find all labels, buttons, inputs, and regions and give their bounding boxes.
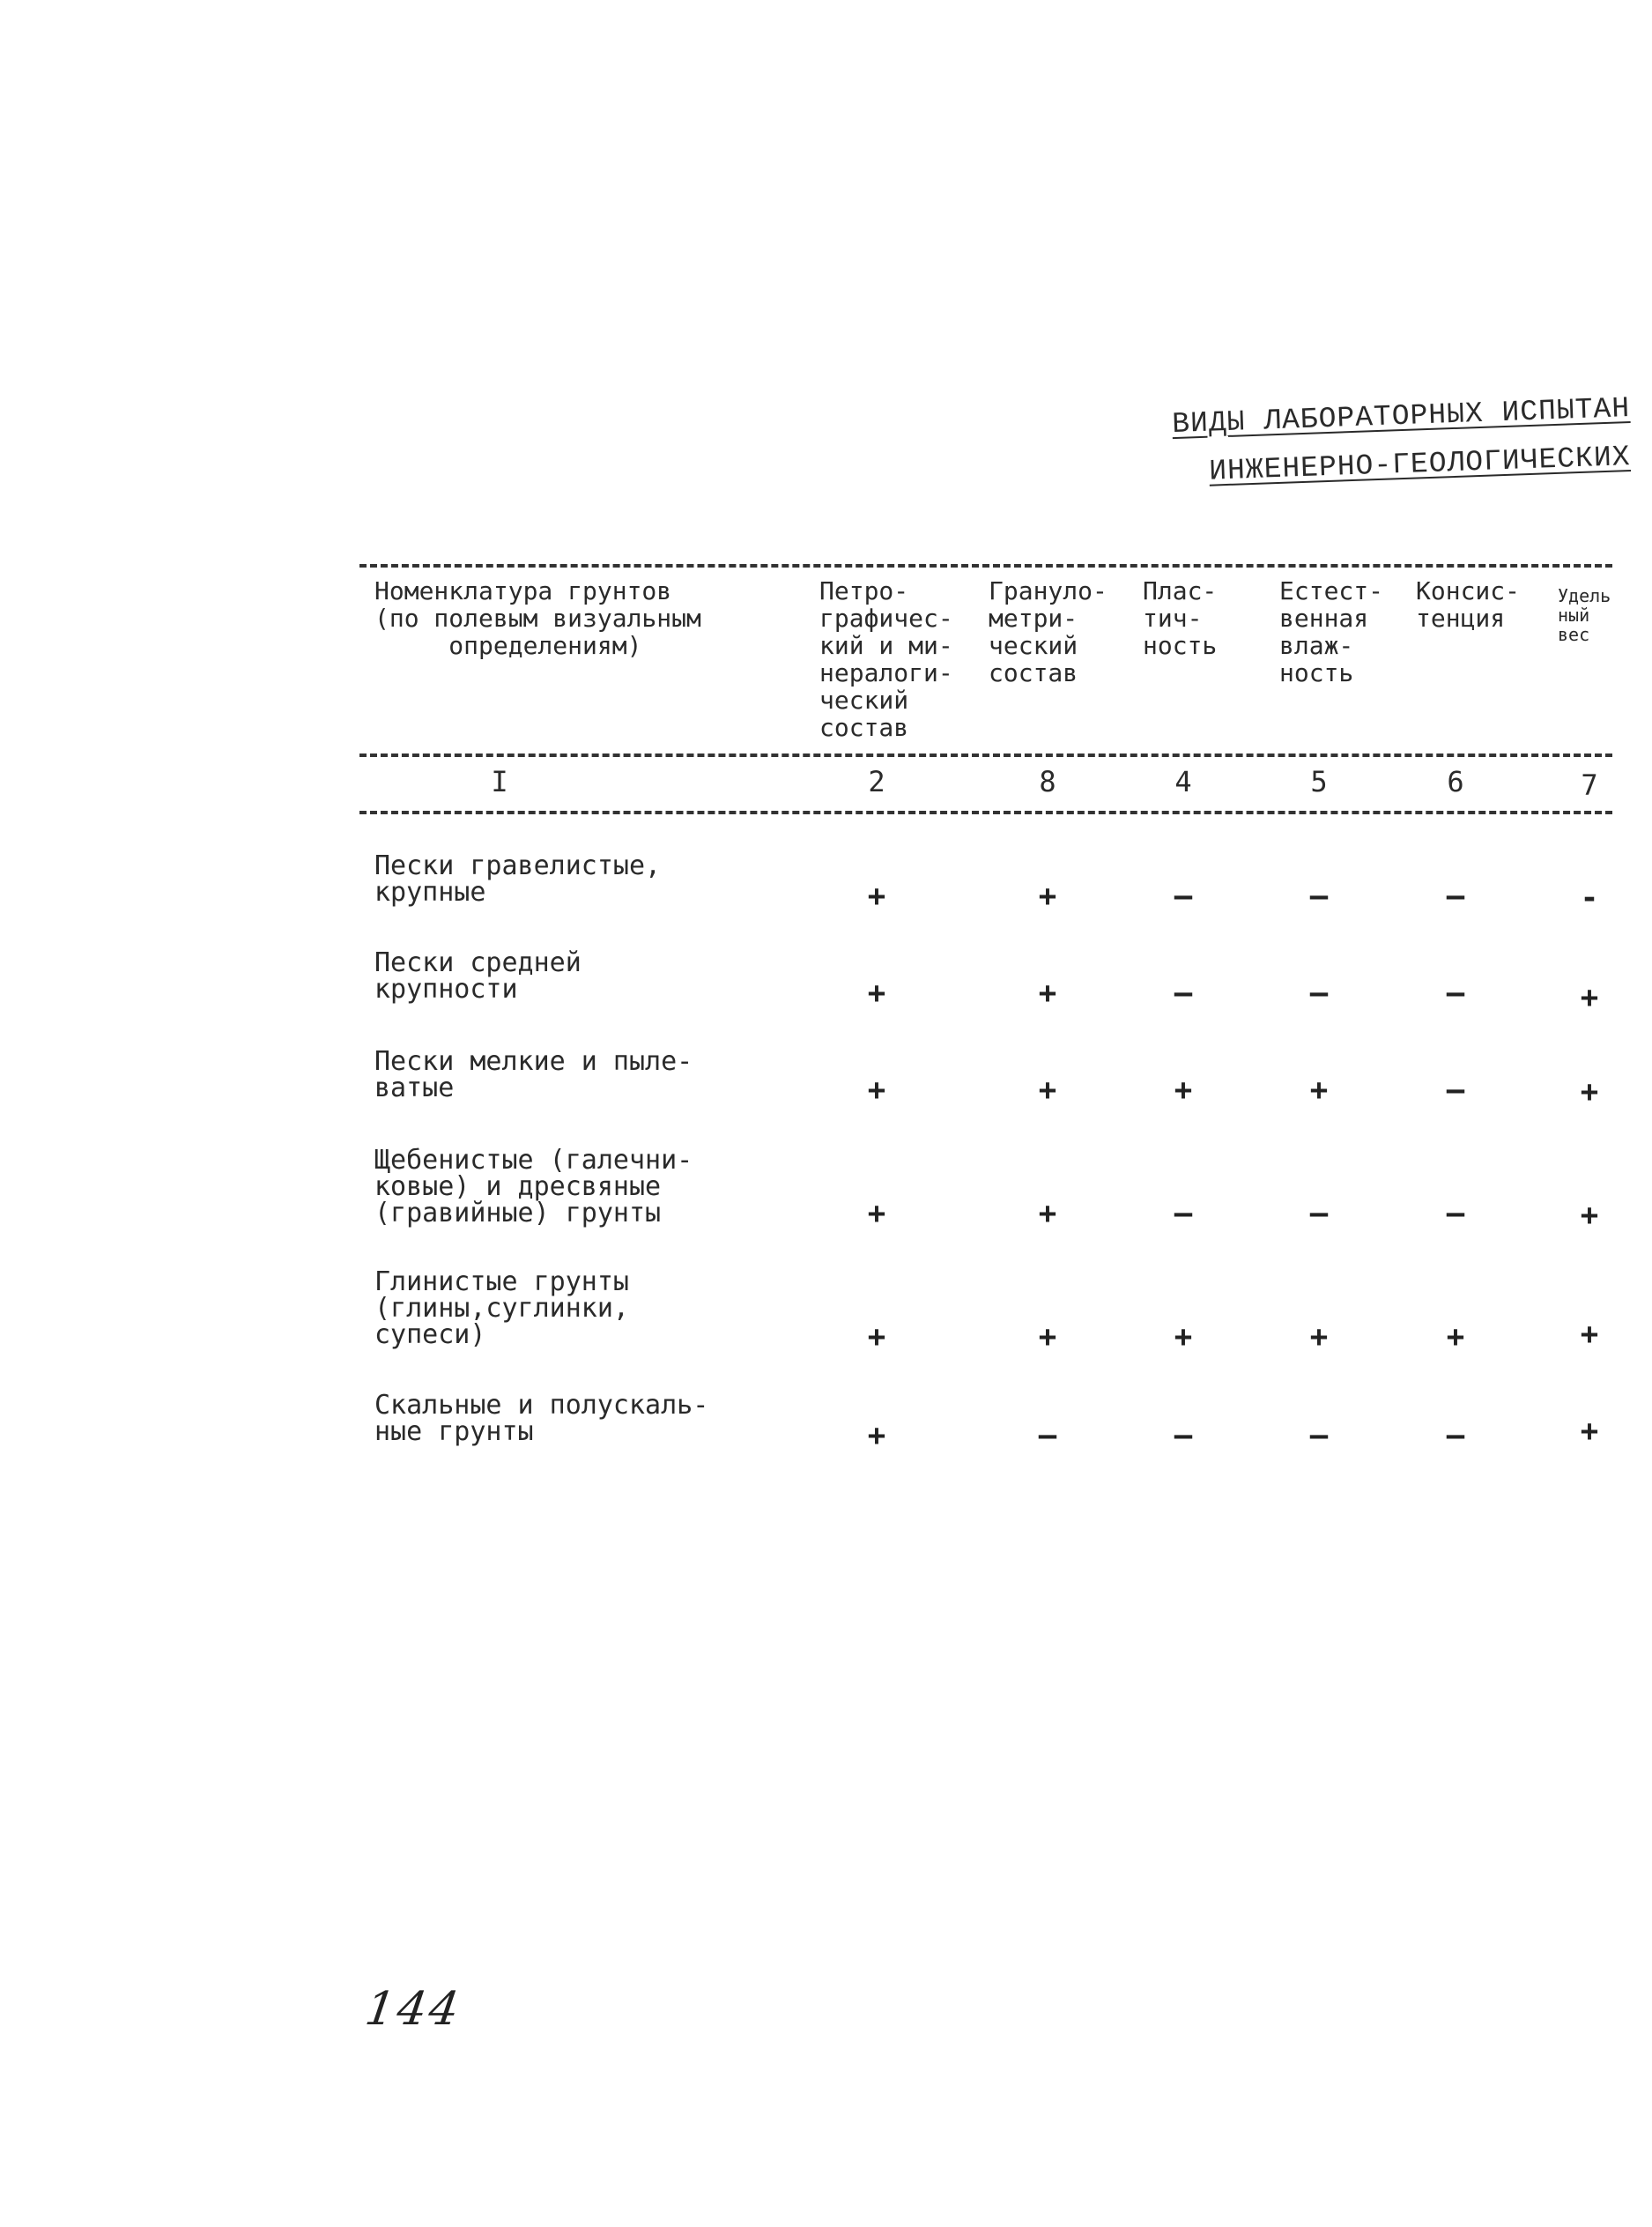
column-number-7: 7 [1581, 768, 1598, 802]
column-number-1: I [491, 765, 508, 798]
row5-mark-consistency: + [1446, 1319, 1465, 1355]
row6-mark-specific-weight: + [1580, 1414, 1599, 1449]
header-plasticity: Плас- тич- ность [1143, 576, 1218, 660]
column-number-4: 4 [1174, 765, 1192, 798]
row3-mark-moisture: + [1309, 1073, 1329, 1108]
row1-mark-petrographic: + [867, 879, 886, 914]
row1-mark-granulometric: + [1038, 879, 1057, 914]
row4-mark-moisture: – [1309, 1196, 1329, 1231]
row2-mark-consistency: – [1446, 976, 1465, 1011]
header-moisture: Естест- венная влаж- ность [1279, 576, 1384, 687]
header-granulometric: Грануло- метри- ческий состав [989, 576, 1108, 687]
row-name-medium-sands: Пески средней крупности [374, 947, 582, 1005]
row4-mark-plasticity: – [1174, 1196, 1193, 1231]
row5-mark-petrographic: + [867, 1319, 886, 1355]
table-rule-header-bottom [359, 753, 1612, 757]
row5-mark-specific-weight: + [1580, 1317, 1599, 1352]
column-number-5: 5 [1310, 765, 1328, 798]
row-name-rocky-soils: Скальные и полускаль- ные грунты [374, 1390, 709, 1447]
row4-mark-petrographic: + [867, 1196, 886, 1231]
row4-mark-specific-weight: + [1580, 1198, 1599, 1233]
row3-mark-specific-weight: + [1580, 1074, 1599, 1110]
row5-mark-granulometric: + [1038, 1319, 1057, 1355]
row6-mark-petrographic: + [867, 1418, 886, 1453]
row4-mark-granulometric: + [1038, 1196, 1057, 1231]
row-name-fine-sands: Пески мелкие и пыле- ватые [374, 1046, 693, 1103]
row6-mark-plasticity: – [1174, 1418, 1193, 1453]
table-rule-numbers-bottom [359, 811, 1612, 814]
row1-mark-consistency: – [1446, 879, 1465, 914]
row-name-crushed-stone-soils: Щебенистые (галечни- ковые) и дресвяные (гравийные) грунты [374, 1145, 693, 1229]
row1-mark-moisture: – [1309, 879, 1329, 914]
row5-mark-moisture: + [1309, 1319, 1329, 1355]
table-heading-line-2: ИНЖЕНЕРНО-ГЕОЛОГИЧЕСКИХ [1208, 441, 1631, 488]
row-name-gravelly-sands: Пески гравелистые, крупные [374, 850, 662, 908]
column-number-6: 6 [1447, 765, 1464, 798]
row5-mark-plasticity: + [1174, 1319, 1193, 1355]
row3-mark-consistency: – [1446, 1073, 1465, 1108]
row3-mark-plasticity: + [1174, 1073, 1193, 1108]
row2-mark-petrographic: + [867, 976, 886, 1011]
handwritten-page-number: 144 [361, 1983, 465, 2036]
row-name-clay-soils: Глинистые грунты (глины,суглинки, супеси) [374, 1266, 629, 1350]
row6-mark-moisture: – [1309, 1418, 1329, 1453]
table-heading-line-1: ВИДЫ ЛАБОРАТОРНЫХ ИСПЫТАН [1171, 392, 1631, 442]
row2-mark-granulometric: + [1038, 976, 1057, 1011]
column-number-2: 2 [868, 765, 885, 798]
row1-mark-plasticity: – [1174, 879, 1193, 914]
header-specific-weight: Удель ный вес [1558, 585, 1611, 645]
row3-mark-granulometric: + [1038, 1073, 1057, 1108]
column-number-3: 8 [1039, 765, 1056, 798]
row2-mark-moisture: – [1309, 976, 1329, 1011]
row3-mark-petrographic: + [867, 1073, 886, 1108]
header-consistency: Консис- тенция [1416, 576, 1521, 633]
table-rule-top [359, 564, 1612, 568]
header-petrographic: Петро- графичес- кий и ми- нералоги- ческий состав [819, 576, 953, 742]
row6-mark-granulometric: – [1038, 1418, 1057, 1453]
row2-mark-plasticity: – [1174, 976, 1193, 1011]
row6-mark-consistency: – [1446, 1418, 1465, 1453]
row4-mark-consistency: – [1446, 1196, 1465, 1231]
row2-mark-specific-weight: + [1580, 980, 1599, 1015]
row1-mark-specific-weight: - [1580, 880, 1599, 916]
header-nomenclature: Номенклатура грунтов (по полевым визуальным определениям) [374, 576, 701, 660]
